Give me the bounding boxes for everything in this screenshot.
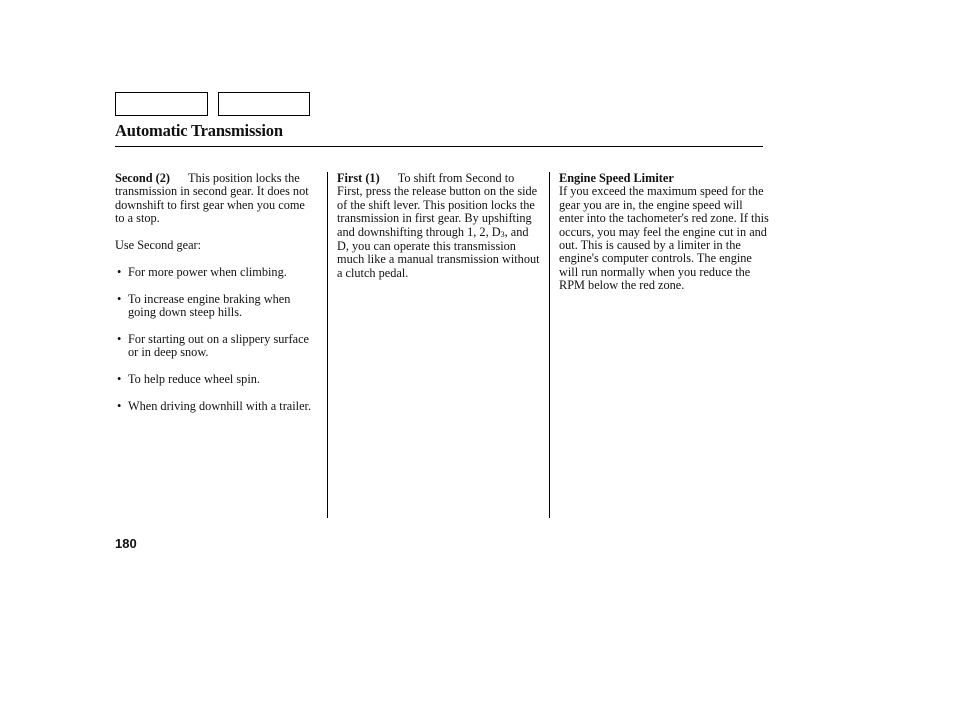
limiter-heading: Engine Speed Limiter [559,171,674,185]
second-gear-heading: Second (2) [115,171,170,185]
list-item: • When driving downhill with a trailer. [117,398,312,413]
page-title: Automatic Transmission [115,121,283,140]
list-item: • To increase engine braking when going down steep hills. [117,291,291,320]
column-divider-1 [327,172,328,518]
second-gear-intro-text: This position locks the transmission in second gear. It does not downshift to first gear when you come to a stop. [115,171,309,226]
bullet-icon: • [117,291,122,306]
second-gear-uses-list [115,266,315,413]
page-number: 180 [115,536,137,551]
nav-tab-box-2[interactable] [218,92,310,116]
column-second-gear [115,172,315,427]
bullet-icon: • [117,372,122,387]
first-gear-text-part2: , and D, you can operate this transmission much like a manual transmission without a clutch pedal. [337,224,540,280]
list-item: • For starting out on a slippery surface or in deep snow. [117,331,309,360]
list-item: • For more power when climbing. [117,264,287,279]
d3-subscript: 3 [500,229,505,239]
column-first-gear [337,172,542,280]
second-gear-intro [115,172,315,226]
first-gear-paragraph [337,172,542,280]
second-gear-use-label: Use Second gear: [115,238,202,253]
limiter-body: If you exceed the maximum speed for the gear you are in, the engine speed will enter into the tachometer's red zone. If this occurs, you may feel the engine cut in and out. This is caused by a limiter in the engine's computer controls. The engine will run normally when you reduce the RPM below the red zone. [559,184,769,293]
bullet-icon: • [117,264,122,279]
first-gear-heading: First (1) [337,171,380,185]
title-divider [115,146,763,147]
column-engine-speed-limiter [559,172,769,293]
bullet-icon: • [117,331,122,346]
bullet-icon: • [117,398,122,413]
first-gear-text-part1: To shift from Second to First, press the release button on the side of the shift lever. This position locks the transmission in first gear. By upshifting and downshifting through 1, 2, D [337,171,538,239]
column-divider-2 [549,172,550,518]
nav-tab-box-1[interactable] [115,92,208,116]
list-item: • To help reduce wheel spin. [117,372,260,387]
